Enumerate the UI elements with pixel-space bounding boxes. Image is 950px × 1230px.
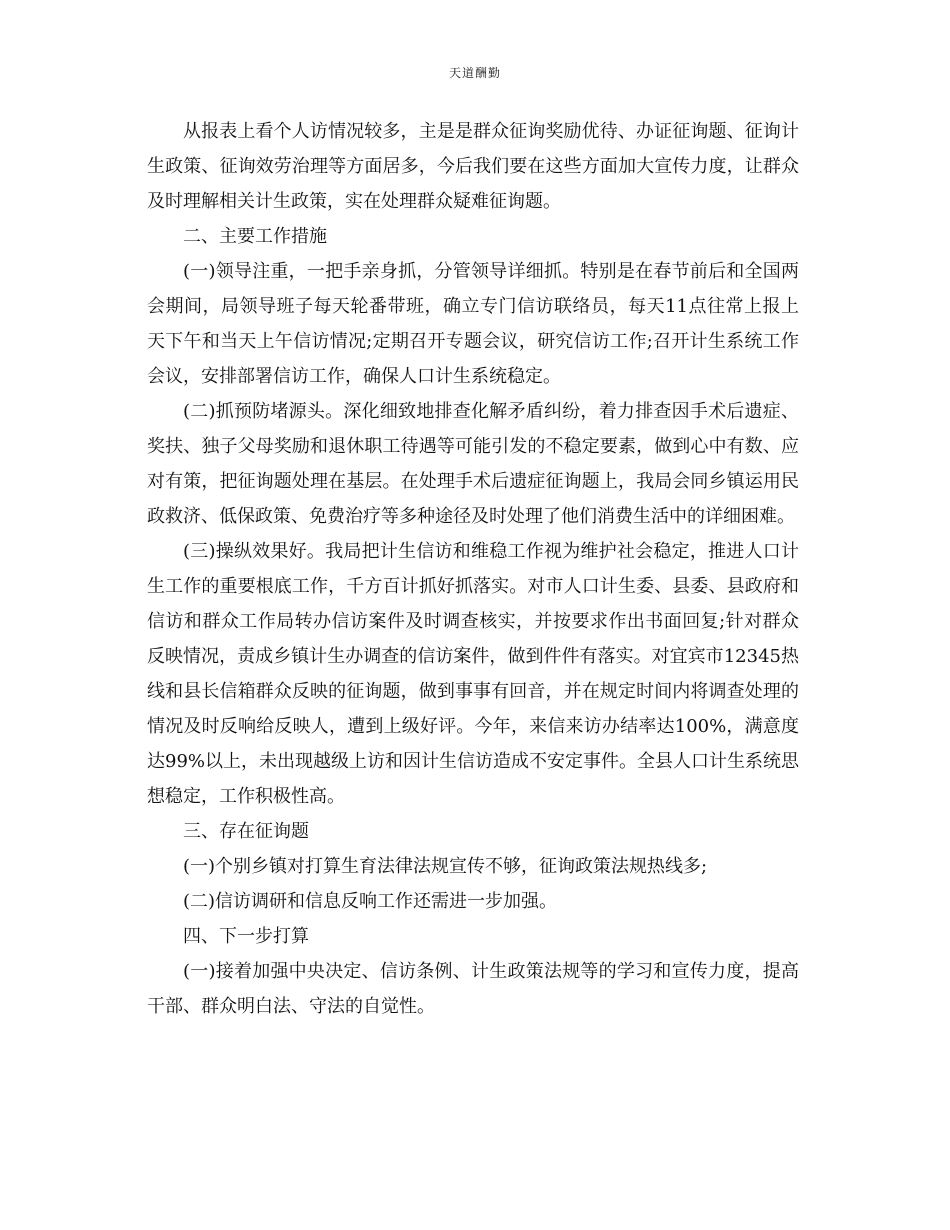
- paragraph-problem-1: (一)个别乡镇对打算生育法律法规宣传不够，征询政策法规热线多;: [183, 856, 708, 877]
- paragraph-measure-3: (三)操纵效果好。我局把计生信访和维稳工作视为维护社会稳定，推进人口计生工作的重要根底工作，千方百计抓好抓落实。对市人口计生委、县委、县政府和信访和群众工作局转办信访案件及时调查核实，并按要求作出书面回复;针对群众反映情况，责成乡镇计生办调查的信访案件，做到件件有落实。对宜宾市12345热线和县长信箱群众反映的征询题，做到事事有回音，并在规定时间内将调查处理的情况及时反响给反映人，遭到上级好评。今年，来信来访办结率达100%，满意度达99%以上，未出现越级上访和因计生信访造成不安定事件。全县人口计生系统思想稳定，工作积极性高。: [147, 541, 800, 807]
- section-heading-measures: 二、主要工作措施: [183, 226, 327, 247]
- section-heading-next-steps: 四、下一步打算: [183, 926, 309, 947]
- page-header: 天道酬勤: [448, 66, 501, 80]
- section-heading-problems: 三、存在征询题: [183, 821, 309, 842]
- document-body: [147, 114, 799, 1024]
- paragraph-problem-2: (二)信访调研和信息反响工作还需进一步加强。: [183, 891, 558, 912]
- paragraph-next-step-1: (一)接着加强中央决定、信访条例、计生政策法规等的学习和宣传力度，提高干部、群众明白法、守法的自觉性。: [147, 961, 799, 1017]
- paragraph-measure-2: (二)抓预防堵源头。深化细致地排查化解矛盾纠纷，着力排查因手术后遗症、奖扶、独子父母奖励和退休职工待遇等可能引发的不稳定要素，做到心中有数、应对有策，把征询题处理在基层。在处理手术后遗症征询题上，我局会同乡镇运用民政救济、低保政策、免费治疗等多种途径及时处理了他们消费生活中的详细困难。: [147, 401, 799, 527]
- paragraph-measure-1: (一)领导注重，一把手亲身抓，分管领导详细抓。特别是在春节前后和全国两会期间，局领导班子每天轮番带班，确立专门信访联络员，每天11点往常上报上天下午和当天上午信访情况;定期召开专题会议，研究信访工作;召开计生系统工作会议，安排部署信访工作，确保人口计生系统稳定。: [147, 261, 799, 387]
- paragraph-intro: 从报表上看个人访情况较多，主是是群众征询奖励优待、办证征询题、征询计生政策、征询效劳治理等方面居多，今后我们要在这些方面加大宣传力度，让群众及时理解相关计生政策，实在处理群众疑难征询题。: [147, 121, 799, 212]
